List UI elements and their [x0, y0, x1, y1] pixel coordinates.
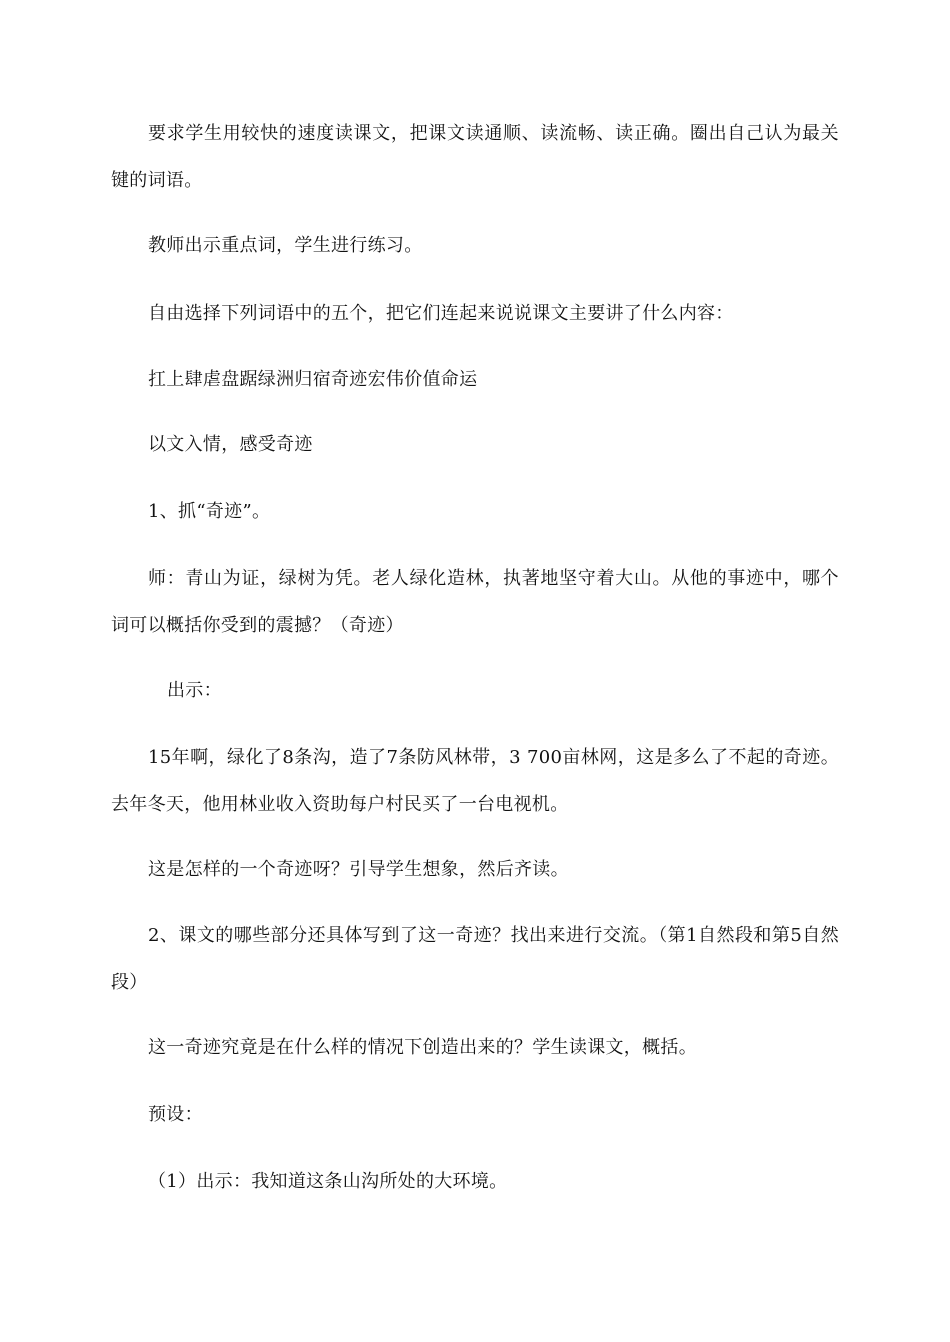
paragraph-word-list: 扛上肆虐盘踞绿洲归宿奇迹宏伟价值命运: [148, 369, 478, 390]
paragraph-show-label: 出示：: [167, 680, 222, 701]
paragraph-choose-five-words: 自由选择下列词语中的五个，把它们连起来说说课文主要讲了什么内容：: [148, 303, 734, 324]
paragraph-teacher-shows-keywords: 教师出示重点词，学生进行练习。: [148, 235, 423, 256]
paragraph-step-2: 2、课文的哪些部分还具体写到了这一奇迹？找出来进行交流。（第1自然段和第5自然段）: [111, 925, 839, 993]
paragraph-circumstances: 这一奇迹究竟是在什么样的情况下创造出来的？学生读课文，概括。: [148, 1037, 697, 1058]
paragraph-point-1: （1）出示：我知道这条山沟所处的大环境。: [148, 1171, 508, 1192]
paragraph-reading-requirement: 要求学生用较快的速度读课文，把课文读通顺、读流畅、读正确。圈出自己认为最关键的词语。: [111, 123, 839, 191]
paragraph-preset: 预设：: [148, 1104, 203, 1125]
paragraph-step-1: 1、抓“奇迹”。: [148, 501, 271, 522]
paragraph-teacher-question: 师：青山为证，绿树为凭。老人绿化造林，执著地坚守着大山。从他的事迹中，哪个词可以概括你受到的震撼？（奇迹）: [111, 568, 839, 636]
paragraph-section-heading: 以文入情，感受奇迹: [148, 434, 313, 455]
paragraph-what-miracle: 这是怎样的一个奇迹呀？引导学生想象，然后齐读。: [148, 859, 569, 880]
paragraph-fifteen-years: 15年啊，绿化了8条沟，造了7条防风林带，3 700亩林网，这是多么了不起的奇迹。去年冬天，他用林业收入资助每户村民买了一台电视机。: [111, 747, 839, 815]
